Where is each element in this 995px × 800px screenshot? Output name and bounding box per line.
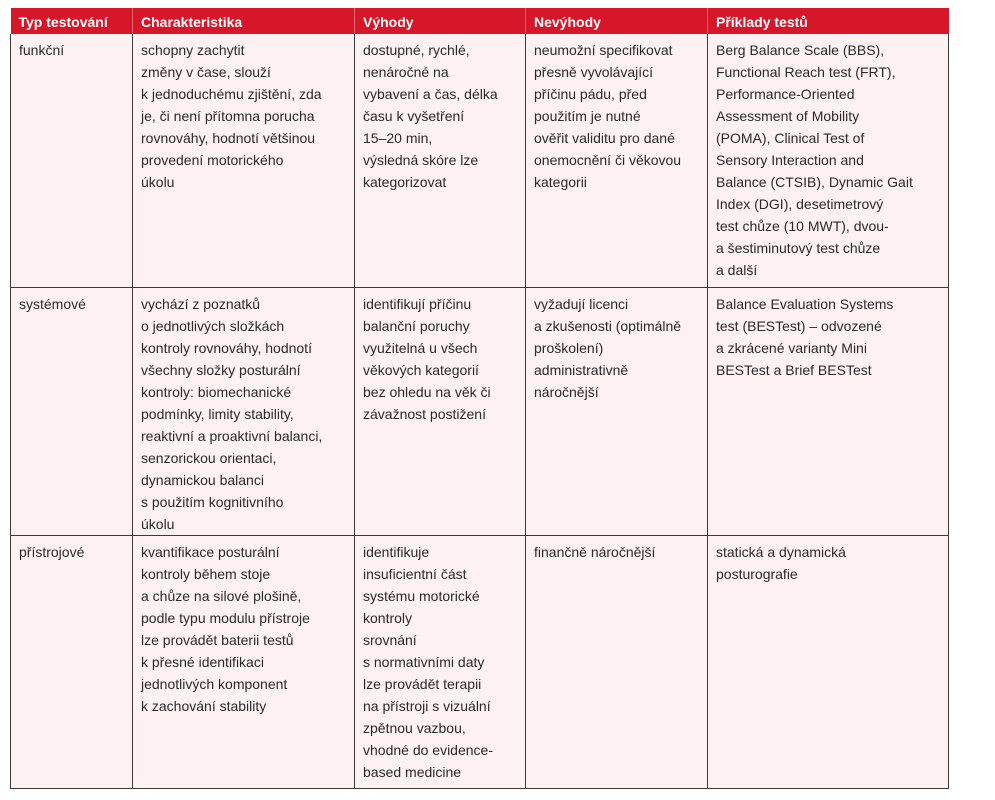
cell-text-line: identifikuje <box>363 544 430 560</box>
table-header-row <box>11 8 949 34</box>
cell-text-line: zpětnou vazbou, <box>363 720 466 736</box>
cell-text-line: a zkrácené varianty Mini <box>716 340 867 356</box>
cell-text-line: úkolu <box>141 516 175 532</box>
cell-text-line: provedení motorického <box>141 152 284 168</box>
cell-text-line: přesně vyvolávající <box>534 64 654 80</box>
cell-text-line: je, či není přítomna porucha <box>141 108 315 124</box>
cell-text-line: balanční poruchy <box>363 318 470 334</box>
balance-testing-table <box>10 8 949 789</box>
cell-text-line: based medicine <box>363 764 462 780</box>
cell-text-line: administrativně <box>534 362 629 378</box>
cell-test-examples <box>708 34 949 288</box>
cell-text-line: Functional Reach test (FRT), <box>716 64 896 80</box>
cell-text-line: věkových kategorií <box>363 362 479 378</box>
cell-characteristics <box>133 34 355 288</box>
header-disadvantages: Nevýhody <box>526 8 708 34</box>
cell-text-line: vhodné do evidence- <box>363 742 493 758</box>
cell-text-line: (POMA), Clinical Test of <box>716 130 865 146</box>
cell-text-line: bez ohledu na věk či <box>363 384 491 400</box>
cell-text-line: závažnost postižení <box>363 406 486 422</box>
cell-text-line: kontroly rovnováhy, hodnotí <box>141 340 312 356</box>
cell-text-line: rovnováhy, hodnotí většinou <box>141 130 316 146</box>
cell-text-line: kategorizovat <box>363 174 447 190</box>
cell-test-type <box>11 34 133 288</box>
cell-text-line: vybavení a čas, délka <box>363 86 498 102</box>
cell-text-line: Performance-Oriented <box>716 86 855 102</box>
cell-text-line: podle typu modulu přístroje <box>141 610 310 626</box>
cell-test-examples <box>708 288 949 536</box>
cell-text-line: dynamickou balanci <box>141 472 264 488</box>
comparison-table-container <box>10 8 948 789</box>
cell-text-line: k jednoduchému zjištění, zda <box>141 86 322 102</box>
cell-text-line: 15–20 min, <box>363 130 433 146</box>
cell-advantages <box>355 288 526 536</box>
cell-text-line: schopny zachytit <box>141 42 245 58</box>
cell-text-line: posturografie <box>716 566 798 582</box>
cell-text-line: dostupné, rychlé, <box>363 42 470 58</box>
cell-text-line: a zkušenosti (optimálně <box>534 318 682 334</box>
cell-text-line: Berg Balance Scale (BBS), <box>716 42 885 58</box>
cell-test-examples <box>708 536 949 789</box>
cell-disadvantages <box>526 536 708 789</box>
cell-text-line: k přesné identifikaci <box>141 654 264 670</box>
table-row <box>11 288 949 536</box>
cell-text-line: přístrojové <box>19 544 85 560</box>
cell-text-line: výsledná skóre lze <box>363 152 479 168</box>
cell-text-line: Index (DGI), desetimetrový <box>716 196 884 212</box>
cell-text-line: k zachování stability <box>141 698 267 714</box>
cell-text-line: test (BESTest) – odvozené <box>716 318 882 334</box>
cell-text-line: na přístroji s vizuální <box>363 698 491 714</box>
cell-text-line: lze provádět baterii testů <box>141 632 294 648</box>
header-test-examples: Příklady testů <box>708 8 949 34</box>
cell-test-type <box>11 536 133 789</box>
cell-text-line: statická a dynamická <box>716 544 846 560</box>
cell-text-line: změny v čase, slouží <box>141 64 271 80</box>
cell-text-line: použitím je nutné <box>534 108 641 124</box>
cell-text-line: funkční <box>19 42 65 58</box>
cell-text-line: všechny složky posturální <box>141 362 301 378</box>
cell-text-line: jednotlivých komponent <box>141 676 288 692</box>
table-row <box>11 34 949 288</box>
cell-text-line: Assessment of Mobility <box>716 108 860 124</box>
cell-text-line: o jednotlivých složkách <box>141 318 285 334</box>
cell-text-line: Balance Evaluation Systems <box>716 296 894 312</box>
cell-text-line: kontroly <box>363 610 413 626</box>
cell-text-line: Sensory Interaction and <box>716 152 864 168</box>
cell-text-line: náročnější <box>534 384 599 400</box>
cell-text-line: srovnání <box>363 632 417 648</box>
cell-text-line: systémové <box>19 296 86 312</box>
cell-text-line: a další <box>716 262 758 278</box>
cell-characteristics <box>133 288 355 536</box>
cell-text-line: lze provádět terapii <box>363 676 482 692</box>
cell-text-line: ověřit validitu pro dané <box>534 130 675 146</box>
cell-disadvantages <box>526 34 708 288</box>
cell-text-line: finančně náročnější <box>534 544 656 560</box>
cell-test-type <box>11 288 133 536</box>
table-row <box>11 536 949 789</box>
header-test-type: Typ testování <box>11 8 133 34</box>
cell-text-line: kategorii <box>534 174 587 190</box>
cell-text-line: neumožní specifikovat <box>534 42 673 58</box>
cell-text-line: insuficientní část <box>363 566 467 582</box>
cell-text-line: podmínky, limity stability, <box>141 406 294 422</box>
header-advantages: Výhody <box>355 8 526 34</box>
cell-advantages <box>355 34 526 288</box>
header-characteristics: Charakteristika <box>133 8 355 34</box>
cell-text-line: času k vyšetření <box>363 108 465 124</box>
cell-text-line: s normativními daty <box>363 654 485 670</box>
cell-text-line: proškolení) <box>534 340 604 356</box>
cell-text-line: nenáročné na <box>363 64 449 80</box>
cell-text-line: onemocnění či věkovou <box>534 152 682 168</box>
cell-text-line: a chůze na silové plošině, <box>141 588 302 604</box>
cell-text-line: s použitím kognitivního <box>141 494 284 510</box>
cell-text-line: příčinu pádu, před <box>534 86 647 102</box>
cell-text-line: kontroly během stoje <box>141 566 271 582</box>
cell-text-line: vyžadují licenci <box>534 296 629 312</box>
cell-text-line: Balance (CTSIB), Dynamic Gait <box>716 174 913 190</box>
cell-text-line: senzorickou orientaci, <box>141 450 277 466</box>
cell-text-line: úkolu <box>141 174 175 190</box>
cell-text-line: a šestiminutový test chůze <box>716 240 881 256</box>
cell-text-line: identifikují příčinu <box>363 296 472 312</box>
cell-text-line: test chůze (10 MWT), dvou- <box>716 218 889 234</box>
cell-text-line: kontroly: biomechanické <box>141 384 292 400</box>
cell-text-line: kvantifikace posturální <box>141 544 280 560</box>
cell-text-line: vychází z poznatků <box>141 296 261 312</box>
cell-text-line: reaktivní a proaktivní balanci, <box>141 428 323 444</box>
cell-text-line: systému motorické <box>363 588 480 604</box>
cell-text-line: BESTest a Brief BESTest <box>716 362 872 378</box>
cell-advantages <box>355 536 526 789</box>
cell-characteristics <box>133 536 355 789</box>
cell-text-line: využitelná u všech <box>363 340 478 356</box>
cell-disadvantages <box>526 288 708 536</box>
